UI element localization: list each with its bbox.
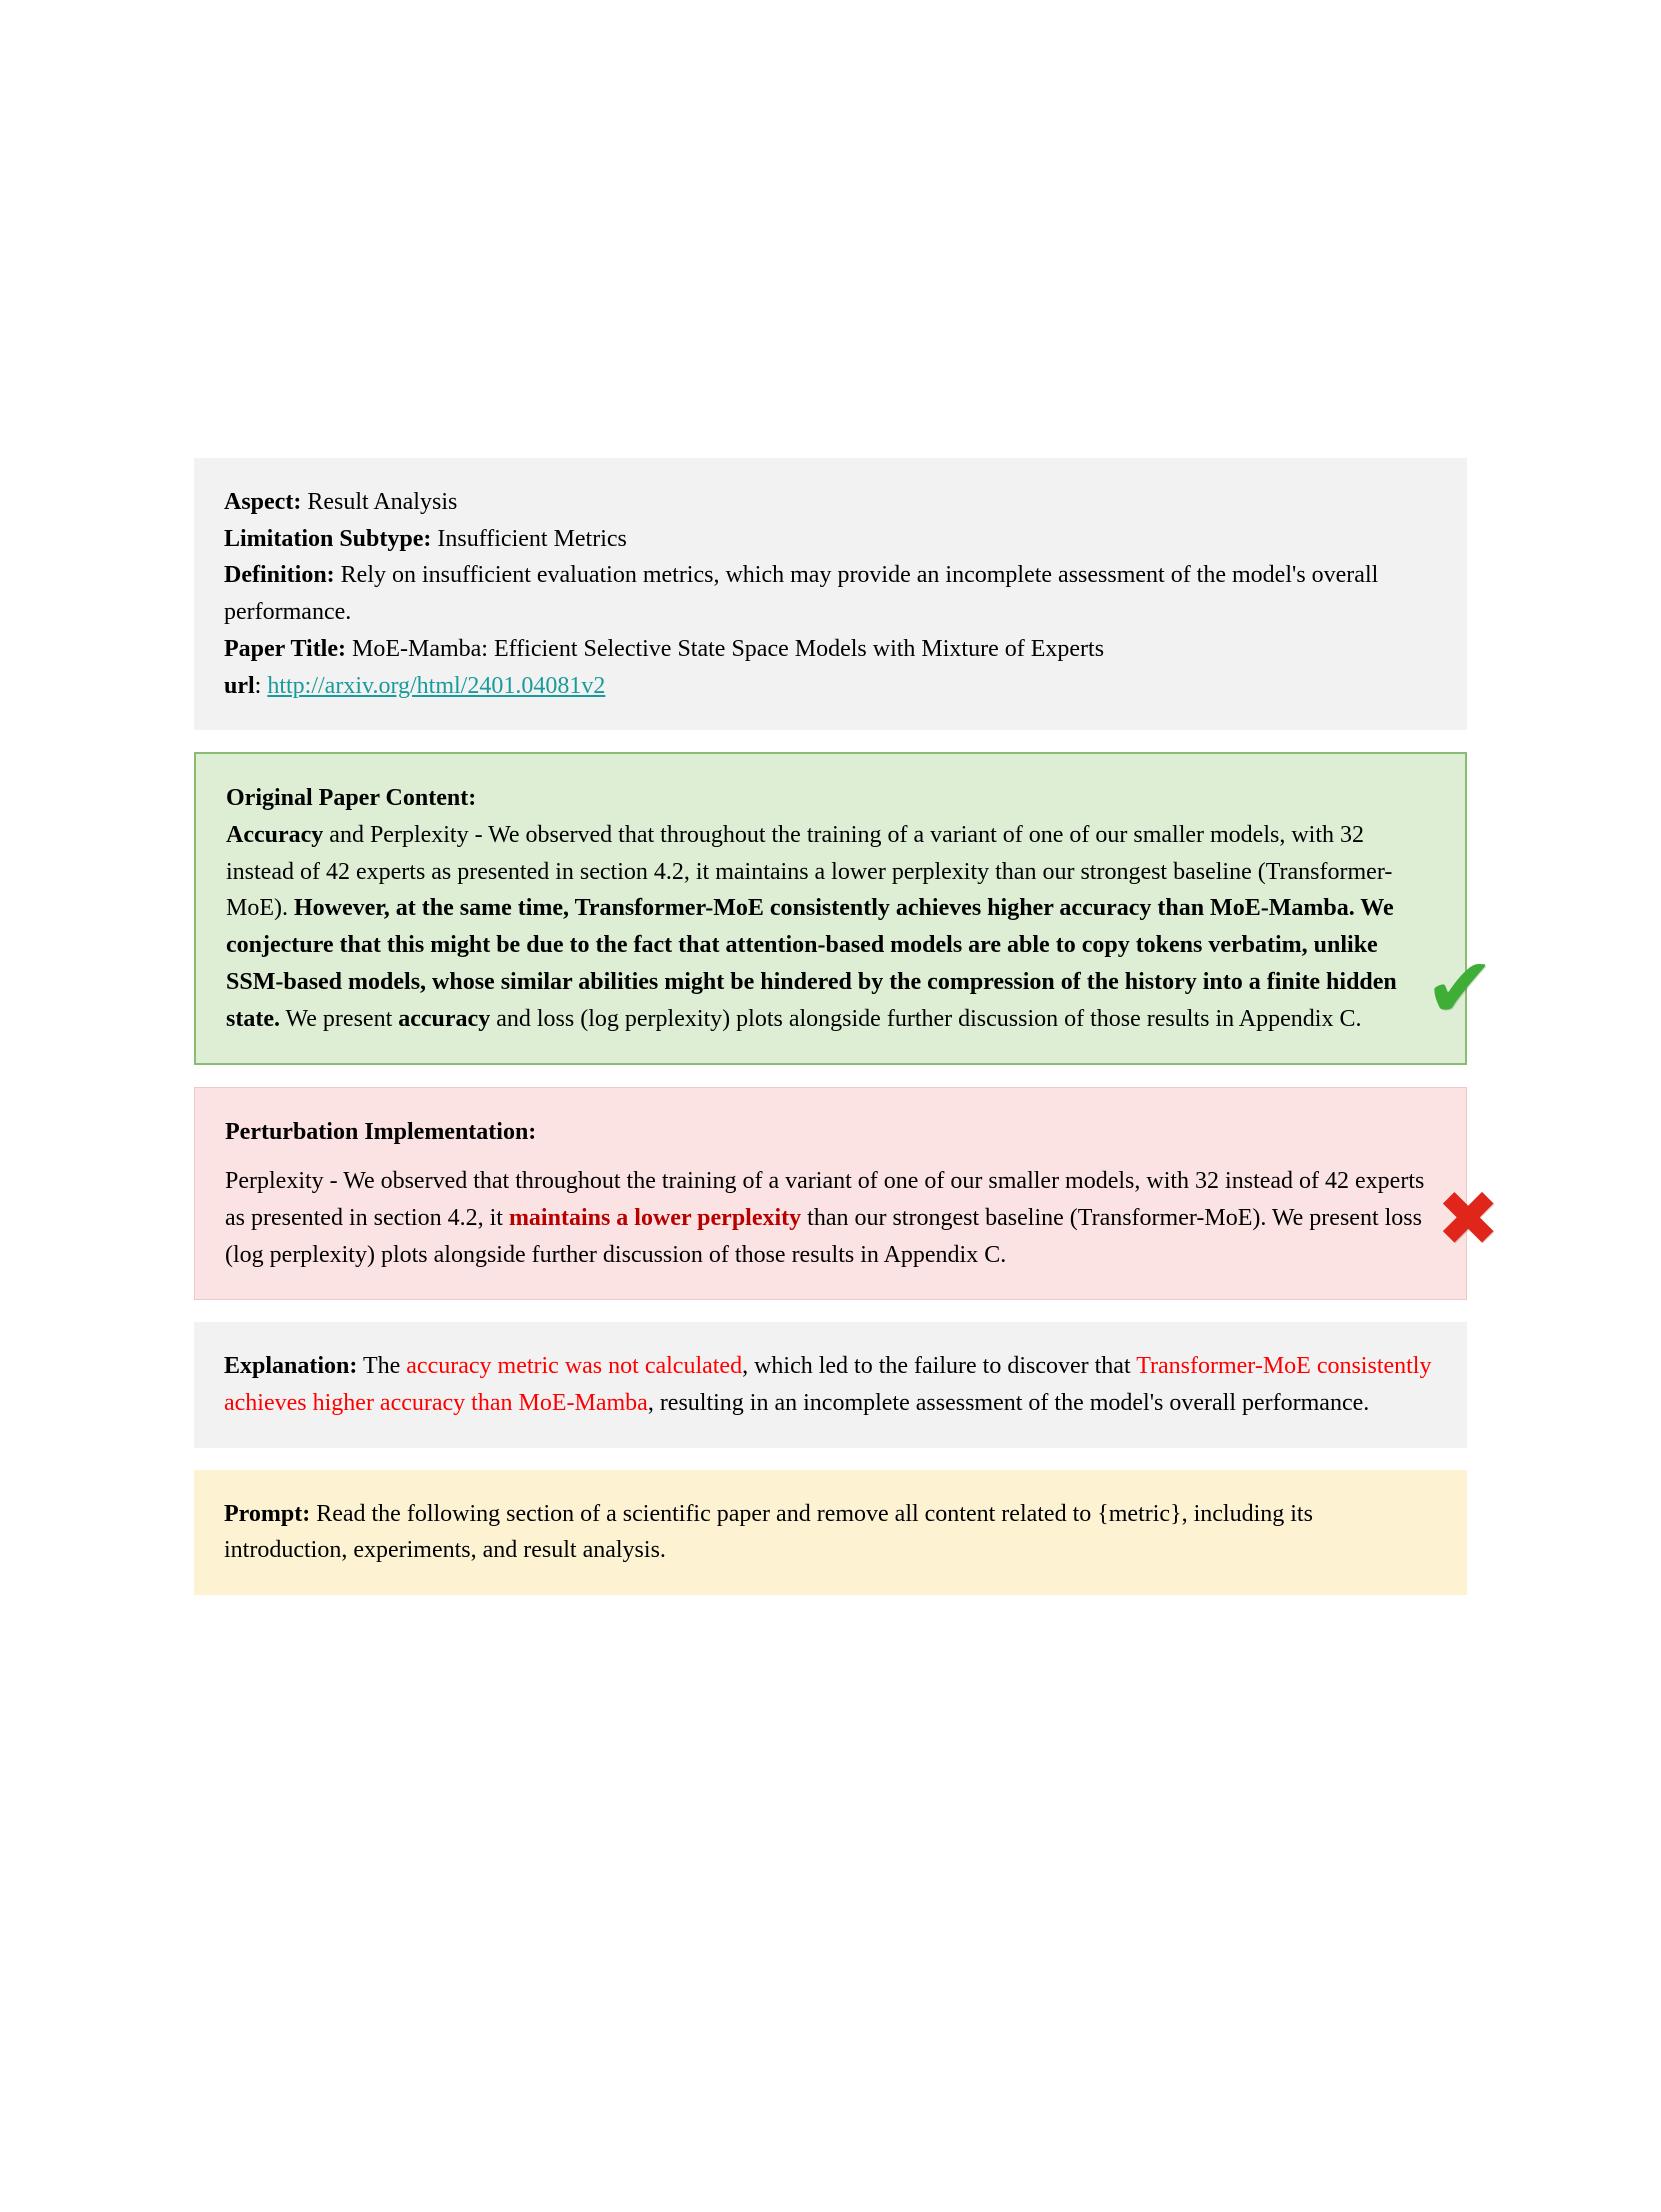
original-content-paragraph xyxy=(226,817,1435,1037)
original-content-heading: Original Paper Content: xyxy=(226,785,477,812)
text-segment: maintains a lower perplexity xyxy=(508,1204,802,1231)
check-icon: ✔ xyxy=(1424,938,1495,1037)
definition-line xyxy=(224,557,1437,630)
definition-value: Rely on insufficient evaluation metrics, which may provide an incomplete assessment of the model's overall performance. xyxy=(224,562,1379,626)
text-segment: , which led to the failure to discover that xyxy=(742,1353,1137,1380)
prompt-paragraph xyxy=(224,1496,1437,1569)
original-content-box xyxy=(194,752,1495,1065)
perturbation-paragraph xyxy=(225,1163,1436,1273)
text-segment: than our strongest baseline (Transformer-MoE). We present loss (log perplexity) plots alongside further discussion of those results in Appendix C. xyxy=(225,1204,1422,1268)
text-segment: Transformer-MoE consistently achieves higher accuracy than MoE-Mamba xyxy=(224,1353,1432,1416)
metadata-box xyxy=(194,458,1467,730)
limitation-subtype-line xyxy=(224,521,1437,558)
text-segment: and loss (log perplexity) plots alongside further discussion of those results in Appendix C. xyxy=(490,1005,1362,1032)
aspect-value: Result Analysis xyxy=(301,489,458,515)
figure-content xyxy=(194,0,1500,1595)
text-segment: Explanation: xyxy=(224,1353,358,1380)
subtype-label: Limitation Subtype: xyxy=(224,525,432,552)
definition-label: Definition: xyxy=(224,562,335,589)
aspect-line xyxy=(224,484,1437,521)
explanation-box xyxy=(194,1322,1467,1447)
prompt-box xyxy=(194,1470,1467,1595)
paper-title-label: Paper Title: xyxy=(224,635,346,662)
perturbation-box xyxy=(194,1087,1500,1300)
arxiv-link[interactable]: http://arxiv.org/html/2401.04081v2 xyxy=(267,672,606,699)
subtype-value: Insufficient Metrics xyxy=(431,525,627,552)
text-segment: The xyxy=(357,1353,407,1380)
text-segment: and Perplexity - We observed that throughout the training of a variant of one of our smaller models, with 32 instead of 42 experts as presented in section 4.2, it maintains a lower perplexity than our strongest baseline (Transformer-MoE). xyxy=(226,822,1393,922)
cross-icon: ✖ xyxy=(1436,1174,1500,1264)
aspect-label: Aspect: xyxy=(224,489,302,515)
text-segment: accuracy metric was not calculated xyxy=(406,1353,743,1380)
text-segment: Accuracy xyxy=(226,822,324,849)
text-segment: Prompt: xyxy=(224,1500,311,1527)
text-segment: accuracy xyxy=(398,1005,491,1032)
text-segment: , resulting in an incomplete assessment of the model's overall performance. xyxy=(647,1389,1370,1416)
explanation-paragraph xyxy=(224,1348,1437,1421)
text-segment: Read the following section of a scientific paper and remove all content related to {metric}, including its introduction, experiments, and result analysis. xyxy=(224,1500,1313,1564)
text-segment: We present xyxy=(279,1005,399,1032)
url-separator: : xyxy=(254,672,268,699)
text-segment: Perplexity - We observed that throughout the training of a variant of one of our smaller models, with 32 instead of 42 experts as presented in section 4.2, it xyxy=(225,1168,1425,1231)
paper-title-value: MoE-Mamba: Efficient Selective State Space Models with Mixture of Experts xyxy=(346,635,1105,662)
text-segment: However, at the same time, Transformer-MoE consistently achieves higher accuracy than MoE-Mamba. We conjecture that this might be due to the fact that attention-based models are able to copy tokens verbatim, unlike SSM-based models, whose similar abilities might be hindered by the compression of the history into a finite hidden state. xyxy=(226,895,1397,1032)
url-label: url xyxy=(224,672,255,699)
paper-title-line xyxy=(224,631,1437,668)
url-line xyxy=(224,668,1437,705)
perturbation-heading: Perturbation Implementation: xyxy=(225,1119,537,1146)
